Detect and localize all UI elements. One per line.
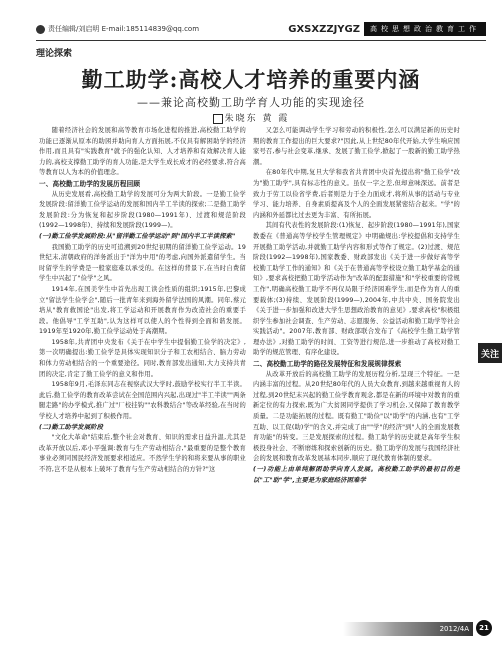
author-names: 朱晓东 黄 霞 bbox=[224, 114, 290, 124]
section-heading: 二、高校勤工助学的路径发展特征和发展规律探索 bbox=[253, 360, 402, 369]
left-text-column bbox=[39, 126, 246, 476]
paragraph: 1958年,共青团中央发布《关于在中学生中提倡勤工俭学的决定》,第一次明确提出:勤工俭学是具体实现知识分子和工农相结合、脑力劳动和体力劳动相结合的一个重要途径。同时,教育部发出通知,大力支持共青团的决定,肯定了勤工俭学的意义和作用。 bbox=[39, 338, 246, 378]
journal-name: 高校思想政治教育工作 bbox=[364, 22, 486, 36]
page-number: 21 bbox=[476, 620, 492, 636]
right-text-column bbox=[253, 126, 460, 486]
bullet-icon bbox=[36, 25, 45, 34]
paragraph: 在80年代中期,复旦大学和我省共青团中央首先提出将"勤工俭学"改为"勤工助学",具有标志性的意义。虽仅一字之差,但却意味深远。前者是致力于劳工以俭省学费,后者则是力于全力面成才,将所从事的活动与专业学习、能力培养、自身素质提高及个人的全面发展紧密结合起来。"学"的内涵和外延都比过去更为丰富、有所拓展。 bbox=[253, 169, 460, 219]
column-tag: 理论探索 bbox=[36, 49, 73, 59]
paragraph: 又怎么可能调动学生学习和劳动的积极性,怎么可以满足新的历史时期的教育工作提出的巨大要求?"因此,从上世纪80年代开始,大学生响应国家号召,参与社会变革,继承、发展了勤工俭学,掀起了一股新的勤工助学热潮。 bbox=[253, 127, 460, 166]
editor-info bbox=[36, 24, 199, 34]
author-box-icon bbox=[213, 114, 223, 124]
paragraph: 1958年9月,毛泽东同志在视察武汉大学时,鼓励学校实行半工半读。此后,勤工俭学的教育改革尝试在全国范围内兴起,出现过"半工半读""两条腿走路"的办学模式,推广过"厂校挂钩""农科教结合"等改革经验,在当时的学校人才培养中起到了积极作用。 bbox=[39, 381, 246, 421]
section-heading: (二)勤工助学发展阶段 bbox=[39, 423, 104, 431]
paragraph: 其间有代表性的发展阶段:(1)恢复、起步阶段(1980—1991年),国家教委在《普通高等学校学生管理规定》中明确规出:学校提倡和支持学生开展勤工助学活动,并就勤工助学内容和形式等作了规定。(2)过渡、规范阶段(1992—1998年),国家教委、财政部发出《关于进一步做好高等学校勤工助学工作的通知》和《关于在普通高等学校设立勤工助学基金的通知》,要求高校把勤工助学活动作为"改革的配套措施"和"学校重要的常规工作",明确高校勤工助学不再仅局限于经济困难学生,而是作为育人的重要载体;(3)持续、发展阶段(1999—),2004年,中共中央、国务院发出《关于进一步加强和改进大学生思想政治教育的意见》,要求高校"积极组织学生参加社会调查、生产劳动、志愿服务、公益活动和勤工助学等社会实践活动"。2007年,教育部、财政部联合发布了《高校学生勤工助学管理办法》,对勤工助学的时间、工资等进行规范,进一步推动了高校对勤工助学的规范管理、有序化建设。 bbox=[253, 222, 460, 357]
paragraph: 我国勤工助学的历史可追溯到20世纪初期的留洋勤工俭学运动。19世纪末,清朝政府的洋务派出于"洋为中用"的考虑,向国外派遣留学生。当时留学生的学费是一般家庭难以承受的。在这样的背景下,在当时自费留学生中兴起了"俭学"之风。 bbox=[39, 243, 246, 283]
side-tab-label: 关注 bbox=[478, 343, 502, 363]
journal-code: GXSXZZJYGZ bbox=[288, 23, 360, 35]
article-title: 勤工助学:高校人才培养的重要内涵 bbox=[81, 67, 421, 92]
paragraph: "文化大革命"结束后,整个社会对教育、知识的需求日益升温,尤其是改革开放以后,邓小平强调:教育与生产劳动相结合,"最重要的是整个教育事业必须同国民经济发展要求相适应。不然学生学的和将来要从事的职业不符,岂不是从根本上破坏了教育与生产劳动相结合的方针?"这 bbox=[39, 434, 246, 473]
section-heading: 一、高校勤工助学的发展历程回顾 bbox=[39, 179, 141, 188]
page-header bbox=[36, 22, 486, 40]
paragraph: 随着经济社会的发展和高等教育市场化进程的推进,高校勤工助学的功能已逐渐从原本的助困并助向育人方面拓展,不仅具有解困助学的经济作用,而且具有"实践教育"就予的强化认知、人才培养和有效解决育人能力的,高校支撑勤工助学的育人功能,是大学生成长成才的必经要求,符合高等教育以人为本的价值理念。 bbox=[39, 127, 246, 177]
author-line bbox=[0, 111, 502, 124]
editor-text: 责任编辑/刘启明 E-mail:185114839@qq.com bbox=[48, 25, 200, 33]
section-heading: (一)功能上由单纯解困助学向育人发展。高校勤工助学的最初目的是以"工"助"学",主要是为家庭经济困难学 bbox=[253, 466, 460, 484]
paragraph: 从历史发展看,高校勤工助学的发展可分为两大阶段。一是勤工俭学发展阶段:留洋勤工俭学运动的发展和国内半工半读的探索;二是勤工助学发展阶段:分为恢复和起步阶段(1980—1991年)、过渡和规范阶段(1992—1998年)、持续和发展阶段(1999—)。 bbox=[39, 190, 246, 230]
article-subtitle: ——兼论高校勤工助学育人功能的实现途径 bbox=[137, 96, 365, 109]
journal-banner bbox=[288, 22, 486, 36]
header-rule bbox=[36, 40, 486, 41]
footer-date: 2012/4A bbox=[343, 622, 473, 636]
paragraph: 1914年,在国美学生中首先出现工读会性质的组织;1915年,巴黎成立"留法学生俭学会",随后一批青年来到海外留学法国的风潮。同年,蔡元培从"教育救国论"出发,将工学运动和开展教育作为改造社会的重要手段。他倡导"工学互助",认为这样可以使人的个性得到全面和谐发展。1919年至1920年,勤工俭学运动处于高潮期。 bbox=[39, 285, 246, 336]
section-heading: (一)勤工俭学发展阶段:从"留洋勤工俭学运动"到"国内半工半读探索" bbox=[39, 232, 236, 240]
paragraph: 从改革开放后的高校勤工助学的发展历程分析,呈现三个特征。一是内涵丰富的过程。从20世纪80年代的人员大众教育,到越来越重视育人的过程,到20世纪末兴起的勤工俭学教育观念,都是在新的环境中对教育的重新定位的有力探索,既为广大贫困同学提供了学习机会,又保障了教育教学质量。二是功能拓展的过程。既有勤工"助俭"以"助学"的内涵,也有"工学互助、以工促(助)学"的含义,并完成了由""学"的经济"到"人的全面发展教育功能"的转变。三是发展探索的过程。勤工助学的历史就是高年学生积极投身社会、不断磨练和探索创新的历史。勤工助学的发展与我国经济社会的发展和教育改革发展基本同步,顺应了现代教育体制的要求。 bbox=[253, 370, 460, 463]
